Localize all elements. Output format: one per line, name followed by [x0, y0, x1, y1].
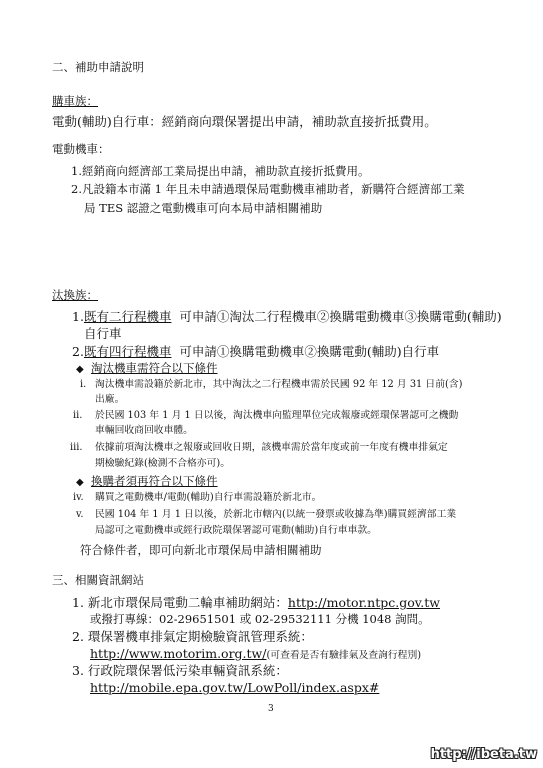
cond-iv-line1: 購買之電動機車/電動(輔助)自行車需設籍於新北市。 [95, 492, 322, 503]
scrap-item-1-key: 既有二行程機車 [83, 309, 172, 324]
epa-lowpoll-link[interactable]: http://mobile.epa.gov.tw/LowPoll/index.aspx# [90, 680, 380, 695]
website-item-1-hotline: 或撥打專線：02-29651501 或 02-29532111 分機 1048 詢問。 [90, 612, 430, 626]
cond-ii-line1: 於民國 103 年 1 月 1 日以後，淘汰機車向監理單位完成報廢或經環保署認可之機動 [95, 410, 459, 421]
website-item-3 [90, 682, 379, 695]
scrap-item-1-line2: 自行車 [84, 326, 122, 341]
website-item-2 [90, 648, 421, 661]
scrap-item-1 [72, 311, 502, 324]
scrap-label: 汰換族： [52, 288, 98, 302]
cond-i-number: i. [80, 379, 87, 390]
cond-new-heading [76, 476, 218, 488]
cond-i-line2: 出廠。 [95, 394, 125, 405]
cond-i-line1: 淘汰機車需設籍於新北市，其中淘汰之二行程機車需於民國 92 年 12 月 31 日前(含) [95, 379, 463, 390]
cond-new-heading-text: 換購者須再符合以下條件 [91, 474, 218, 488]
page-number: 3 [268, 704, 274, 714]
scrap-item-1-number: 1. [72, 309, 84, 324]
cond-iii-line2: 期檢驗紀錄(檢測不合格亦可)。 [95, 458, 231, 469]
website-item-1-label: 1. 新北市環保局電動二輪車補助網站： [72, 595, 288, 610]
motorim-link[interactable]: http://www.motorim.org.tw/ [90, 646, 267, 661]
cond-old-heading [76, 363, 218, 375]
scrap-item-2 [72, 346, 439, 359]
scooter-item-1: 1.經銷商向經濟部工業局提出申請，補助款直接折抵費用。 [71, 164, 370, 178]
cond-v-line2: 局認可之電動機車或經行政院環保署認可電動(輔助)自行車車款。 [95, 525, 377, 536]
scrap-item-2-number: 2. [72, 344, 84, 359]
website-item-1 [72, 597, 440, 610]
cond-ii-line2: 車輛回收商回收車體。 [95, 425, 193, 436]
cond-iii-number: iii. [70, 442, 83, 453]
car-buying-label: 購車族： [52, 94, 98, 108]
scrap-item-2-text: 可申請①換購電動機車②換購電動(輔助)自行車 [179, 344, 440, 359]
closing-text: 符合條件者，即可向新北市環保局申請相關補助 [80, 543, 322, 557]
car-buying-text: 電動(輔助)自行車：經銷商向環保署提出申請，補助款直接折抵費用。 [52, 114, 437, 129]
cond-iii-line1: 依據前項淘汰機車之報廢或回收日期，該機車需於當年度或前一年度有機車排氣定 [95, 442, 448, 453]
scooter-item-2-line2: 局 TES 認證之電動機車可向本局申請相關補助 [84, 201, 323, 215]
cond-iv-number: iv. [73, 492, 84, 503]
diamond-bullet-icon: ◆ [76, 477, 84, 488]
ntpc-motor-link[interactable]: http://motor.ntpc.gov.tw [287, 595, 440, 610]
watermark: http://ibeta.tw [430, 747, 537, 762]
cond-ii-number: ii. [73, 410, 83, 421]
website-item-2-label: 2. 環保署機車排氣定期檢驗資訊管理系統： [72, 629, 313, 644]
cond-v-number: v. [76, 509, 84, 520]
cond-old-heading-text: 淘汰機車需符合以下條件 [91, 361, 218, 375]
scooter-label: 電動機車： [52, 142, 110, 156]
website-item-3-label: 3. 行政院環保署低污染車輛資訊系統： [72, 663, 288, 678]
scrap-item-2-key: 既有四行程機車 [83, 344, 172, 359]
website-item-2-note: (可查看是否有驗排氣及查詢行程別) [266, 650, 422, 661]
section-heading-subsidy: 二、補助申請說明 [52, 60, 144, 74]
scrap-item-1-text: 可申請①淘汰二行程機車②換購電動機車③換購電動(輔助) [179, 309, 502, 324]
scooter-item-2-line1: 2.凡設籍本市滿 1 年且未申請過環保局電動機車補助者，新購符合經濟部工業 [71, 182, 465, 196]
section-heading-websites: 三、相關資訊網站 [52, 573, 144, 587]
cond-v-line1: 民國 104 年 1 月 1 日以後，於新北市轄內(以統一發票或收據為準)購買經濟部工業 [95, 509, 457, 520]
diamond-bullet-icon: ◆ [76, 364, 84, 375]
